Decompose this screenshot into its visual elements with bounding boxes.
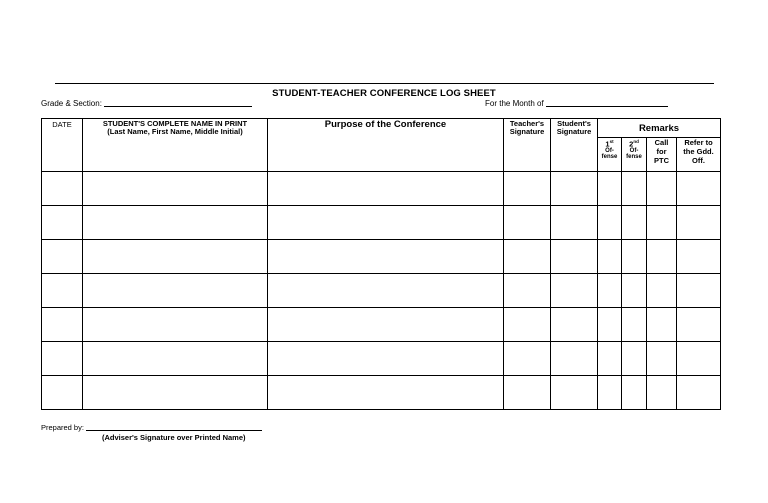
- call-for-ptc-cell[interactable]: [647, 172, 677, 206]
- student-name-cell[interactable]: [83, 274, 268, 308]
- page-title: STUDENT-TEACHER CONFERENCE LOG SHEET: [272, 88, 496, 99]
- student-name-cell[interactable]: [83, 308, 268, 342]
- header-teacher-signature: [504, 119, 551, 172]
- header-date: DATE: [42, 119, 83, 172]
- header-refer-to-guidance: [677, 138, 721, 172]
- call-for-ptc-cell[interactable]: [647, 274, 677, 308]
- student-name-cell[interactable]: [83, 342, 268, 376]
- first-offense-cell[interactable]: [598, 172, 622, 206]
- purpose-cell[interactable]: [268, 376, 504, 410]
- first-offense-number: 1: [605, 139, 610, 149]
- call-line3: PTC: [654, 156, 669, 165]
- second-offense-suffix: nd: [633, 139, 639, 144]
- header-first-offense: [598, 138, 622, 172]
- call-for-ptc-cell[interactable]: [647, 376, 677, 410]
- student-name-cell[interactable]: [83, 240, 268, 274]
- month-label: For the Month of: [485, 99, 544, 108]
- top-rule: [55, 83, 714, 84]
- grade-section-field: [41, 99, 252, 108]
- student-signature-cell[interactable]: [551, 376, 598, 410]
- prepared-by-label: Prepared by:: [41, 423, 84, 432]
- teacher-signature-cell[interactable]: [504, 240, 551, 274]
- student-name-cell[interactable]: [83, 172, 268, 206]
- header-call-for-ptc: [647, 138, 677, 172]
- date-cell[interactable]: [42, 342, 83, 376]
- header-student-signature-line2: Signature: [556, 127, 592, 136]
- call-for-ptc-cell[interactable]: [647, 342, 677, 376]
- student-name-cell[interactable]: [83, 206, 268, 240]
- student-signature-cell[interactable]: [551, 342, 598, 376]
- second-offense-cell[interactable]: [622, 274, 647, 308]
- second-offense-line1: Of-: [629, 147, 639, 154]
- refer-to-guidance-cell[interactable]: [677, 342, 721, 376]
- conference-log-table: [41, 118, 721, 410]
- header-student-signature-line1: Student's: [557, 119, 591, 128]
- purpose-cell[interactable]: [268, 274, 504, 308]
- first-offense-cell[interactable]: [598, 240, 622, 274]
- header-student-name-line1: STUDENT'S COMPLETE NAME IN PRINT: [102, 119, 248, 128]
- second-offense-cell[interactable]: [622, 342, 647, 376]
- table-row: [42, 342, 721, 376]
- date-cell[interactable]: [42, 206, 83, 240]
- refer-line2: the Gdd.: [683, 147, 714, 156]
- prepared-by-note: (Adviser's Signature over Printed Name): [102, 433, 246, 442]
- purpose-cell[interactable]: [268, 172, 504, 206]
- table-row: [42, 206, 721, 240]
- teacher-signature-cell[interactable]: [504, 206, 551, 240]
- date-cell[interactable]: [42, 240, 83, 274]
- second-offense-cell[interactable]: [622, 172, 647, 206]
- prepared-by-blank[interactable]: [86, 430, 262, 431]
- second-offense-cell[interactable]: [622, 206, 647, 240]
- purpose-cell[interactable]: [268, 308, 504, 342]
- refer-to-guidance-cell[interactable]: [677, 274, 721, 308]
- refer-to-guidance-cell[interactable]: [677, 240, 721, 274]
- teacher-signature-cell[interactable]: [504, 172, 551, 206]
- second-offense-cell[interactable]: [622, 240, 647, 274]
- call-for-ptc-cell[interactable]: [647, 240, 677, 274]
- refer-to-guidance-cell[interactable]: [677, 206, 721, 240]
- student-signature-cell[interactable]: [551, 274, 598, 308]
- date-cell[interactable]: [42, 376, 83, 410]
- student-signature-cell[interactable]: [551, 240, 598, 274]
- call-for-ptc-cell[interactable]: [647, 206, 677, 240]
- table-row: [42, 376, 721, 410]
- month-field: [485, 99, 668, 108]
- first-offense-line2: fense: [601, 153, 618, 160]
- table-row: [42, 308, 721, 342]
- header-remarks: Remarks: [598, 119, 721, 138]
- refer-line3: Off.: [692, 156, 705, 165]
- first-offense-cell[interactable]: [598, 308, 622, 342]
- grade-section-label: Grade & Section:: [41, 99, 102, 108]
- refer-to-guidance-cell[interactable]: [677, 172, 721, 206]
- refer-line1: Refer to: [684, 138, 713, 147]
- call-line1: Call: [654, 138, 669, 147]
- student-name-cell[interactable]: [83, 376, 268, 410]
- header-student-signature: [551, 119, 598, 172]
- header-purpose: Purpose of the Conference: [268, 119, 504, 172]
- date-cell[interactable]: [42, 274, 83, 308]
- teacher-signature-cell[interactable]: [504, 274, 551, 308]
- date-cell[interactable]: [42, 172, 83, 206]
- second-offense-cell[interactable]: [622, 308, 647, 342]
- student-signature-cell[interactable]: [551, 308, 598, 342]
- header-teacher-signature-line2: Signature: [509, 127, 545, 136]
- student-signature-cell[interactable]: [551, 172, 598, 206]
- header-student-name-line2: (Last Name, First Name, Middle Initial): [107, 127, 243, 136]
- refer-to-guidance-cell[interactable]: [677, 376, 721, 410]
- first-offense-cell[interactable]: [598, 274, 622, 308]
- table-row: [42, 172, 721, 206]
- grade-section-blank[interactable]: [104, 106, 252, 107]
- second-offense-cell[interactable]: [622, 376, 647, 410]
- log-rows: [42, 172, 721, 410]
- purpose-cell[interactable]: [268, 342, 504, 376]
- first-offense-line1: Of-: [605, 147, 614, 154]
- month-blank[interactable]: [546, 106, 668, 107]
- first-offense-cell[interactable]: [598, 376, 622, 410]
- date-cell[interactable]: [42, 308, 83, 342]
- second-offense-number: 2: [629, 139, 634, 149]
- table-row: [42, 240, 721, 274]
- purpose-cell[interactable]: [268, 240, 504, 274]
- purpose-cell[interactable]: [268, 206, 504, 240]
- teacher-signature-cell[interactable]: [504, 376, 551, 410]
- call-line2: for: [656, 147, 667, 156]
- header-second-offense: [622, 138, 647, 172]
- header-teacher-signature-line1: Teacher's: [509, 119, 545, 128]
- first-offense-cell[interactable]: [598, 342, 622, 376]
- first-offense-suffix: st: [609, 139, 614, 144]
- call-for-ptc-cell[interactable]: [647, 308, 677, 342]
- header-student-name: [83, 119, 268, 172]
- refer-to-guidance-cell[interactable]: [677, 308, 721, 342]
- teacher-signature-cell[interactable]: [504, 342, 551, 376]
- table-row: [42, 274, 721, 308]
- prepared-by-field: [41, 423, 262, 432]
- second-offense-line2: fense: [626, 153, 642, 160]
- first-offense-cell[interactable]: [598, 206, 622, 240]
- teacher-signature-cell[interactable]: [504, 308, 551, 342]
- student-signature-cell[interactable]: [551, 206, 598, 240]
